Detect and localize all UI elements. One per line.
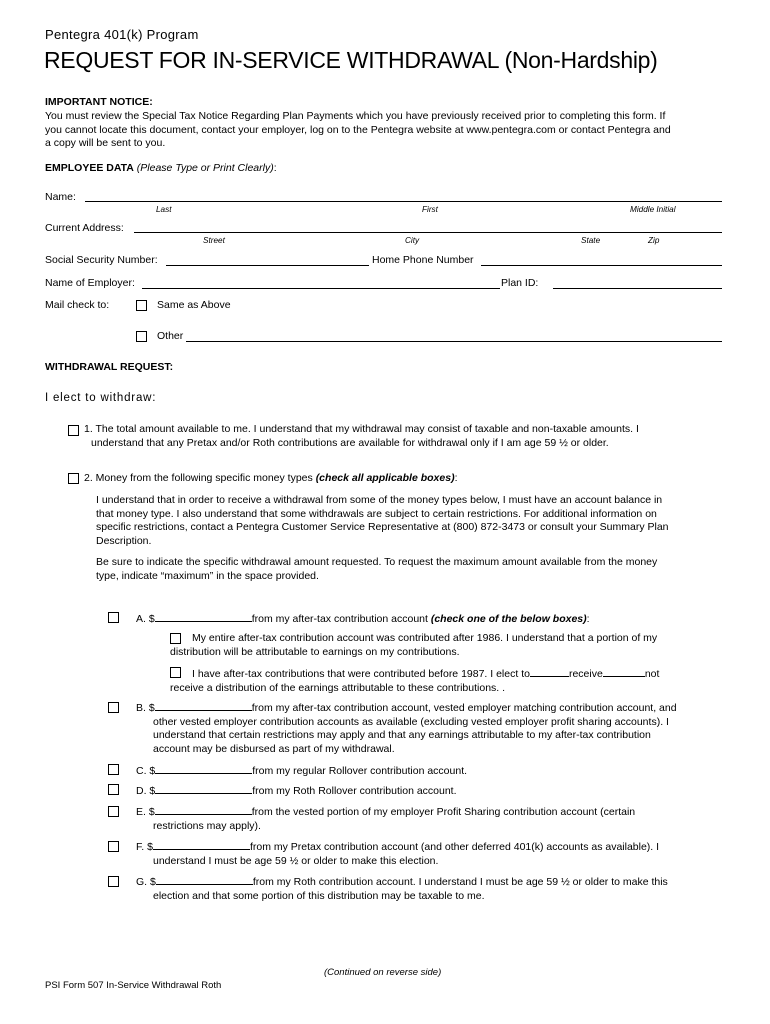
option-a1-line: My entire after-tax contribution account was contributed after 1986. I understand that a portion of my: [192, 632, 658, 644]
option-e-text: [136, 804, 736, 833]
option-g-text: [136, 874, 736, 903]
phone-label: Home Phone Number: [372, 254, 474, 266]
notice-heading: IMPORTANT NOTICE:: [45, 96, 153, 108]
addr-city-caption: City: [405, 236, 420, 245]
option2-text: [84, 472, 458, 484]
restrictions-line: Description.: [96, 534, 152, 547]
option1-line: 1. The total amount available to me. I understand that my withdrawal may consist of taxable and non-taxable amounts. I: [84, 423, 639, 435]
other-address-field[interactable]: [186, 341, 722, 342]
option-c-amount-field[interactable]: [155, 763, 252, 774]
employee-heading-text: EMPLOYEE DATA: [45, 162, 134, 174]
option2-emphasis: (check all applicable boxes): [315, 472, 455, 484]
amount-instruction-line: Be sure to indicate the specific withdrawal amount requested. To request the maximum amount available from the money: [96, 556, 658, 568]
addr-zip-caption: Zip: [648, 236, 660, 245]
notice-line: you cannot locate this document, contact your employer, log on to the Pentegra website at www.pentegra.com or contact Pentegra and: [45, 123, 671, 136]
continued-note: (Continued on reverse side): [324, 967, 442, 978]
notice-line: You must review the Special Tax Notice Regarding Plan Payments which you have previously received prior to completing this form. If: [45, 110, 666, 122]
option-d-label: D. $: [136, 785, 156, 797]
option-f-text: [136, 839, 736, 868]
option-b-line: from my after-tax contribution account, vested employer matching contribution account, and: [251, 702, 677, 714]
option-f-label: F. $: [136, 841, 153, 853]
restrictions-paragraph: [96, 494, 736, 548]
option-b-line: other vested employer contribution accounts as available (excluding vested employer profit sharing accounts). I: [153, 715, 669, 728]
addr-state-caption: State: [581, 236, 601, 245]
option-d-amount-field[interactable]: [155, 783, 252, 794]
address-label: Current Address:: [45, 222, 124, 234]
addr-street-caption: Street: [203, 236, 225, 245]
employee-heading-note: (Please Type or Print Clearly): [136, 162, 274, 174]
option-f-line: understand I must be age 59 ½ or older to make this election.: [153, 854, 439, 867]
ssn-field[interactable]: [166, 265, 369, 266]
option-e-amount-field[interactable]: [155, 804, 252, 815]
restrictions-line: that money type. I also understand that some withdrawals are subject to certain restrictions. For additional information on: [96, 507, 657, 520]
employer-label: Name of Employer:: [45, 277, 135, 289]
phone-field[interactable]: [481, 265, 722, 266]
option-g-amount-field[interactable]: [156, 874, 253, 885]
option-f-checkbox[interactable]: [108, 841, 119, 852]
planid-field[interactable]: [553, 288, 722, 289]
option-a2-line: I have after-tax contributions that were contributed before 1987. I elect to: [192, 668, 530, 680]
withdrawal-heading: WITHDRAWAL REQUEST:: [45, 361, 174, 373]
option1-checkbox[interactable]: [68, 425, 79, 436]
name-first-caption: First: [422, 205, 438, 214]
option-a-checkbox[interactable]: [108, 612, 119, 623]
option-a-emphasis: (check one of the below boxes): [430, 613, 587, 625]
option-a-row: [136, 611, 590, 625]
mailcheck-label: Mail check to:: [45, 299, 110, 311]
option-f-amount-field[interactable]: [153, 839, 250, 850]
option2-checkbox[interactable]: [68, 473, 79, 484]
option-b-line: account may be disbursed as part of my withdrawal.: [153, 742, 395, 755]
option-b-label: B. $: [136, 702, 155, 714]
option-g-line: election and that some portion of this distribution may be taxable to me.: [153, 889, 485, 902]
page-title: REQUEST FOR IN-SERVICE WITHDRAWAL (Non-Hardship): [44, 47, 658, 73]
address-field[interactable]: [134, 232, 722, 233]
name-field[interactable]: [85, 201, 722, 202]
name-label: Name:: [45, 191, 76, 203]
option1-line: understand that any Pretax and/or Roth contributions are available for withdrawal only if I am age 59 ½ or older.: [91, 436, 609, 449]
not-word: not: [644, 668, 660, 680]
amount-instruction-paragraph: [96, 556, 736, 583]
other-label: Other: [157, 330, 184, 342]
name-mi-caption: Middle Initial: [630, 205, 676, 214]
restrictions-line: specific restrictions, contact a Pentegra Customer Service Representative at (800) 872-3473 or consult your Summary Plan: [96, 521, 669, 534]
option2-colon: :: [454, 472, 458, 484]
elect-label: I elect to withdraw:: [45, 392, 157, 404]
option-g-line: from my Roth contribution account. I understand I must be age 59 ½ or older to make this: [252, 876, 668, 888]
notice-line: a copy will be sent to you.: [45, 137, 166, 150]
option-f-line: from my Pretax contribution account (and other deferred 401(k) accounts as available). I: [249, 841, 660, 853]
option-b-line: understand that certain restrictions may apply and that any earnings attributable to my after-tax contribution: [153, 729, 651, 742]
option-d-text: [136, 783, 457, 797]
option-c-text: [136, 763, 467, 777]
planid-label: Plan ID:: [501, 277, 539, 289]
option-e-label: E. $: [136, 806, 155, 818]
option-a2-line: receive a distribution of the earnings attributable to these contributions. .: [170, 681, 506, 694]
option-a-amount-field[interactable]: [155, 611, 252, 622]
notice-text: [45, 110, 735, 151]
employee-heading-colon: :: [273, 162, 277, 174]
restrictions-line: I understand that in order to receive a withdrawal from some of the money types below, I must have an account balance in: [96, 494, 663, 506]
option-a1-text: [170, 632, 730, 659]
option-a-label: A. $: [136, 613, 155, 625]
name-last-caption: Last: [156, 205, 172, 214]
same-as-above-label: Same as Above: [157, 299, 231, 311]
option-b-checkbox[interactable]: [108, 702, 119, 713]
receive-blank[interactable]: [530, 666, 569, 677]
option-c-label: C. $: [136, 765, 156, 777]
option-d-checkbox[interactable]: [108, 784, 119, 795]
option-e-line: restrictions may apply).: [153, 819, 261, 832]
option-a1-line: distribution will be attributable to earnings on my contributions.: [170, 645, 460, 658]
option2-prefix: 2. Money from the following specific money types: [84, 472, 316, 484]
option-d-line: from my Roth Rollover contribution account.: [252, 785, 457, 797]
receive-word: receive: [568, 668, 603, 680]
option-a-text: from my after-tax contribution account: [251, 613, 431, 625]
employer-field[interactable]: [142, 288, 500, 289]
other-checkbox[interactable]: [136, 331, 147, 342]
option-a2-text: [170, 666, 730, 695]
ssn-label: Social Security Number:: [45, 254, 158, 266]
option-a-colon: :: [586, 613, 590, 625]
form-identifier: PSI Form 507 In-Service Withdrawal Roth: [45, 980, 222, 991]
amount-instruction-line: type, indicate “maximum” in the space provided.: [96, 569, 319, 582]
option-b-text: [136, 700, 736, 756]
not-receive-blank[interactable]: [603, 666, 645, 677]
option-c-checkbox[interactable]: [108, 764, 119, 775]
option-c-line: from my regular Rollover contribution account.: [252, 765, 468, 777]
option-e-checkbox[interactable]: [108, 806, 119, 817]
option-g-checkbox[interactable]: [108, 876, 119, 887]
program-name: Pentegra 401(k) Program: [45, 27, 199, 42]
option-b-amount-field[interactable]: [155, 700, 252, 711]
option-g-label: G. $: [136, 876, 156, 888]
option-e-line: from the vested portion of my employer Profit Sharing contribution account (certain: [251, 806, 636, 818]
same-as-above-checkbox[interactable]: [136, 300, 147, 311]
option1-text: [84, 423, 724, 450]
employee-data-heading: [45, 162, 277, 174]
